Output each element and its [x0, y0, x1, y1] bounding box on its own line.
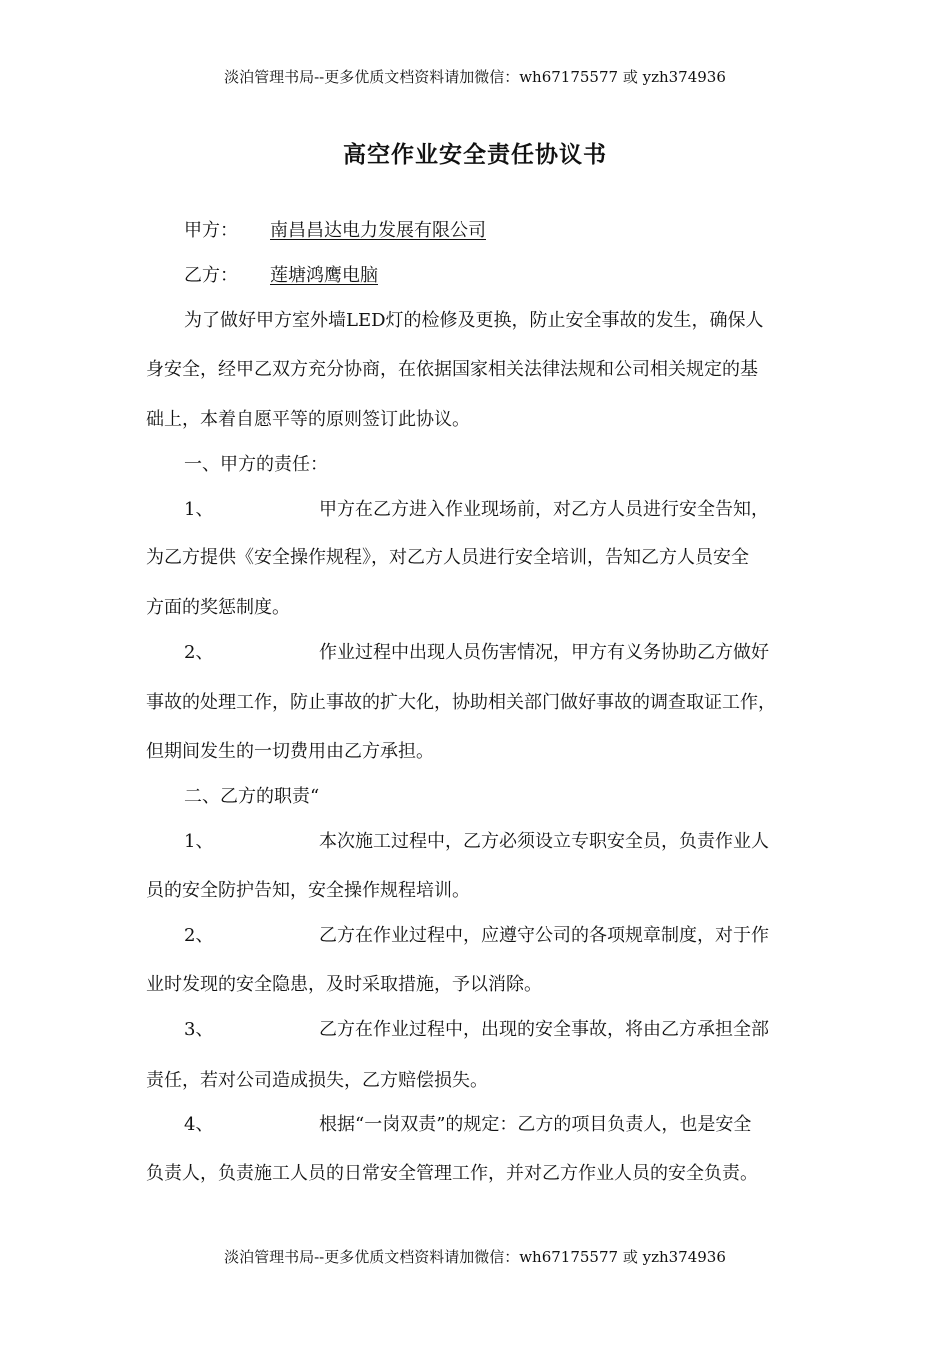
section1-item2 [184, 638, 769, 664]
item-text: 业时发现的安全隐患，及时采取措施，予以消除。 [146, 974, 542, 995]
party-b-label: 乙方： [184, 265, 238, 286]
section2-item2 [184, 921, 769, 947]
section1-heading: 一、甲方的责任： [184, 454, 328, 475]
item-text: 责任，若对公司造成损失，乙方赔偿损失。 [146, 1070, 488, 1091]
item-text: 根据“一岗双责”的规定：乙方的项目负责人，也是安全 [319, 1114, 752, 1135]
page-footer: 淡泊管理书局--更多优质文档资料请加微信：wh67175577 或 yzh374936 [224, 1248, 726, 1266]
party-b-line [184, 261, 378, 287]
party-a-line [184, 216, 486, 242]
intro-line: 身安全，经甲乙双方充分协商，在依据国家相关法律法规和公司相关规定的基 [146, 359, 758, 380]
item-text: 员的安全防护告知，安全操作规程培训。 [146, 880, 470, 901]
item-text: 甲方在乙方进入作业现场前，对乙方人员进行安全告知， [319, 499, 769, 520]
item-number: 2、 [184, 642, 214, 663]
item-number: 2、 [184, 925, 214, 946]
item-number: 1、 [184, 499, 214, 520]
section2-item1 [184, 827, 769, 853]
item-text: 本次施工过程中，乙方必须设立专职安全员，负责作业人 [319, 831, 769, 852]
party-a-name: 南昌昌达电力发展有限公司 [270, 220, 486, 241]
section2-heading: 二、乙方的职责“ [184, 786, 320, 807]
item-text: 作业过程中出现人员伤害情况，甲方有义务协助乙方做好 [319, 642, 769, 663]
item-text: 为乙方提供《安全操作规程》，对乙方人员进行安全培训，告知乙方人员安全 [146, 547, 749, 568]
item-number: 1、 [184, 831, 214, 852]
intro-line: 为了做好甲方室外墙LED灯的检修及更换，防止安全事故的发生，确保人 [184, 310, 764, 331]
item-text: 乙方在作业过程中，出现的安全事故，将由乙方承担全部 [319, 1019, 769, 1040]
item-text: 负责人，负责施工人员的日常安全管理工作，并对乙方作业人员的安全负责。 [146, 1163, 758, 1184]
party-a-label: 甲方： [184, 220, 238, 241]
item-text: 乙方在作业过程中，应遵守公司的各项规章制度，对于作 [319, 925, 769, 946]
section2-item3 [184, 1015, 769, 1041]
item-text: 事故的处理工作，防止事故的扩大化，协助相关部门做好事故的调查取证工作， [146, 692, 776, 713]
item-number: 4、 [184, 1114, 214, 1135]
party-b-name: 莲塘鸿鹰电脑 [270, 265, 378, 286]
item-text: 方面的奖惩制度。 [146, 597, 290, 618]
section2-item4 [184, 1110, 751, 1136]
document-title: 高空作业安全责任协议书 [343, 141, 607, 168]
item-text: 但期间发生的一切费用由乙方承担。 [146, 741, 434, 762]
item-number: 3、 [184, 1019, 214, 1040]
intro-line: 础上，本着自愿平等的原则签订此协议。 [146, 409, 470, 430]
section1-item1 [184, 495, 769, 521]
page-header: 淡泊管理书局--更多优质文档资料请加微信：wh67175577 或 yzh374936 [224, 68, 726, 86]
